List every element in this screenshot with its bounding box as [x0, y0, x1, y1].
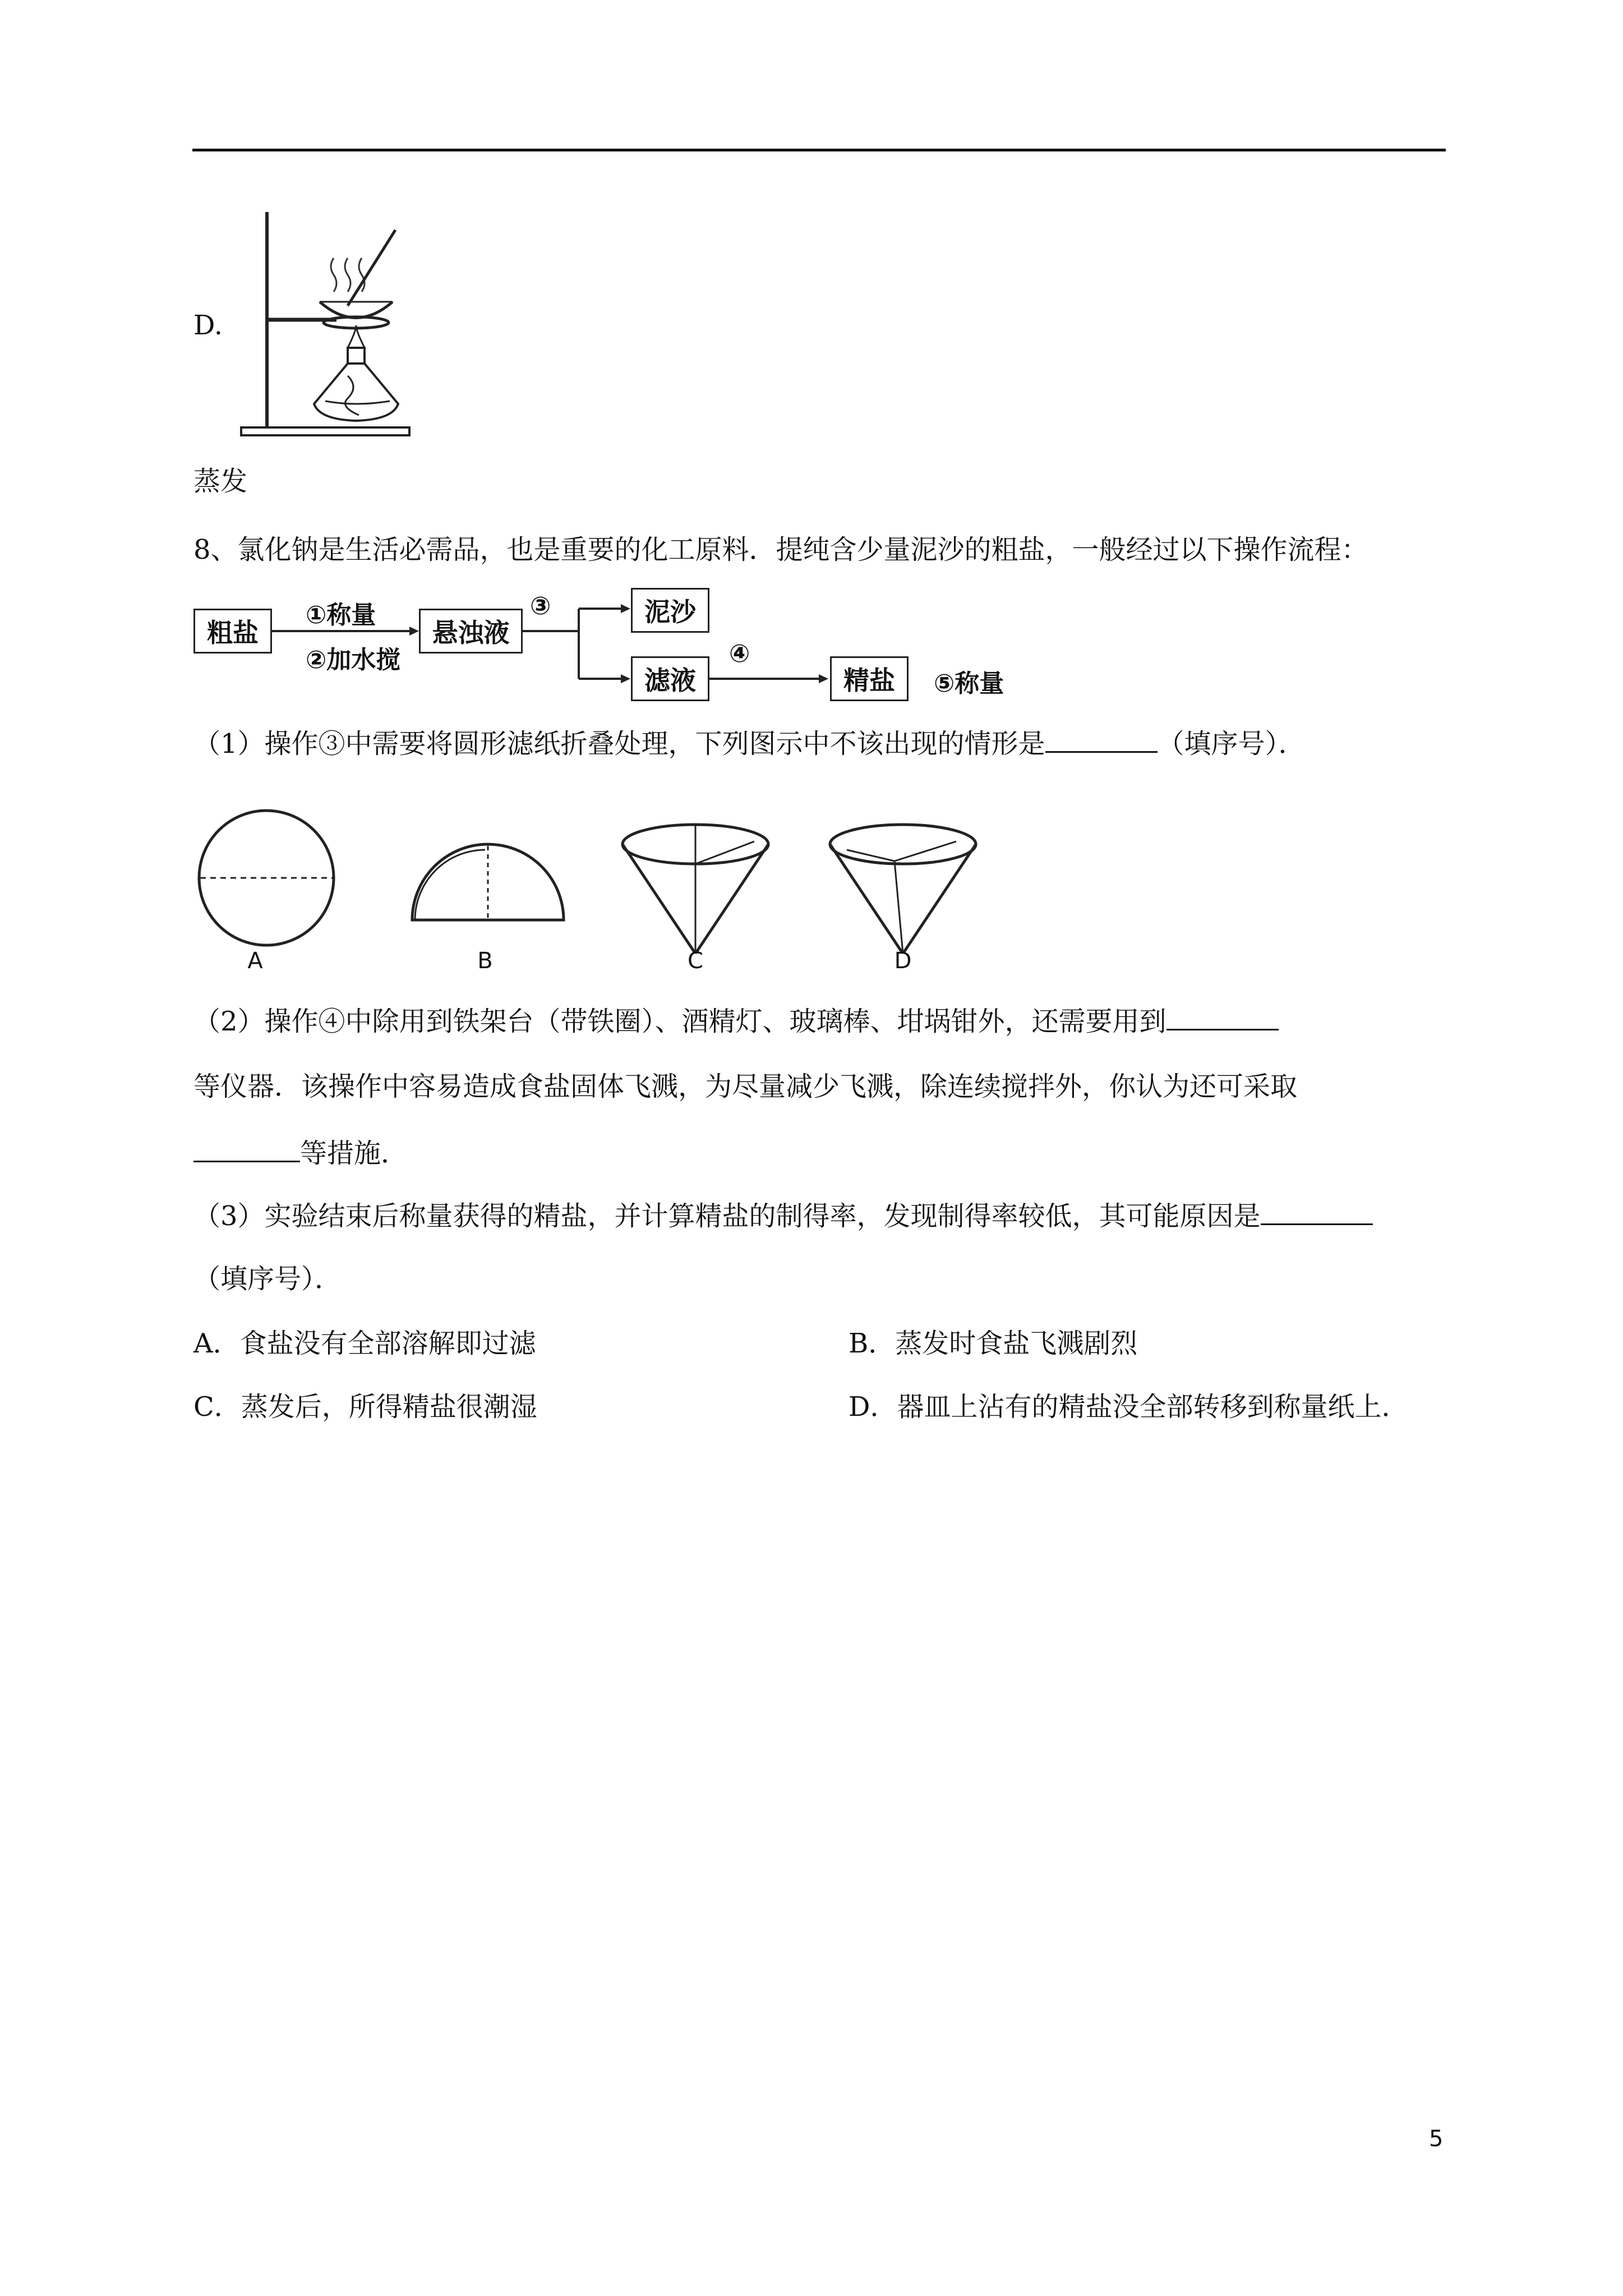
part2-line3-suffix: 等措施．: [300, 1138, 408, 1169]
flow-step-weigh: ①称量: [306, 601, 376, 629]
process-flow-chart: [193, 583, 1004, 698]
part1-suffix: （填序号）．: [1157, 728, 1306, 760]
flow-step-dissolve: ②加水搅: [306, 646, 401, 674]
part3-line1: [193, 1199, 1373, 1233]
part3-line1-text: （3）实验结束后称量获得的精盐，并计算精盐的制得率，发现制得率较低，其可能原因是: [193, 1200, 1261, 1232]
part3-option-a[interactable]: A．食盐没有全部溶解即过滤: [193, 1328, 536, 1359]
flow-step-evaporate: ④: [729, 639, 750, 668]
part3-option-b[interactable]: B．蒸发时食盐飞溅剧烈: [849, 1328, 1138, 1359]
part3-option-c[interactable]: C．蒸发后，所得精盐很潮湿: [193, 1391, 537, 1423]
question-stem: 8、氯化钠是生活必需品，也是重要的化工原料．提纯含少量泥沙的粗盐，一般经过以下操作流程：: [193, 534, 1368, 565]
part2-line1-text: （2）操作④中除用到铁架台（带铁圈）、酒精灯、玻璃棒、坩埚钳外，还需要用到: [193, 1006, 1166, 1037]
flow-box-suspension: 悬浊液: [419, 609, 523, 654]
flow-box-refined-salt: 精盐: [830, 656, 909, 701]
flow-box-sand: 泥沙: [631, 588, 709, 633]
flow-box-filtrate: 滤液: [631, 656, 709, 701]
part1-prefix: （1）操作③中需要将圆形滤纸折叠处理，下列图示中不该出现的情形是: [193, 728, 1045, 760]
flow-arrow-evaporate: [709, 673, 833, 687]
part2-line1: [193, 1004, 1279, 1038]
part3-line2: （填序号）．: [193, 1263, 342, 1295]
part3-option-d[interactable]: D．器皿上沾有的精盐没全部转移到称量纸上．: [849, 1391, 1409, 1423]
evaporation-apparatus-figure: [236, 208, 415, 443]
figure-label-c: C: [688, 948, 703, 974]
filter-paper-figures: [193, 808, 1007, 954]
part2-answer-blank-2[interactable]: [193, 1136, 300, 1162]
figure-label-a: A: [247, 948, 263, 974]
flow-box-crude-salt: 粗盐: [193, 609, 272, 654]
part2-line3: [193, 1136, 408, 1170]
figure-label-d: D: [894, 948, 912, 974]
part1-answer-blank[interactable]: [1045, 726, 1158, 753]
part3-answer-blank[interactable]: [1261, 1199, 1373, 1225]
part1-question: [193, 726, 1306, 761]
header-rule: [192, 149, 1446, 151]
option-d-label: D.: [193, 310, 223, 341]
page-number: 5: [1429, 2126, 1444, 2152]
part2-line2: 等仪器．该操作中容易造成食盐固体飞溅，为尽量减少飞溅，除连续搅拌外，你认为还可采取: [193, 1071, 1298, 1102]
flow-step-final-weigh: ⑤称量: [934, 669, 1004, 698]
apparatus-caption: 蒸发: [193, 466, 248, 497]
flow-step-filter: ③: [530, 592, 551, 620]
part2-answer-blank-1[interactable]: [1166, 1004, 1279, 1030]
figure-label-b: B: [477, 948, 493, 974]
